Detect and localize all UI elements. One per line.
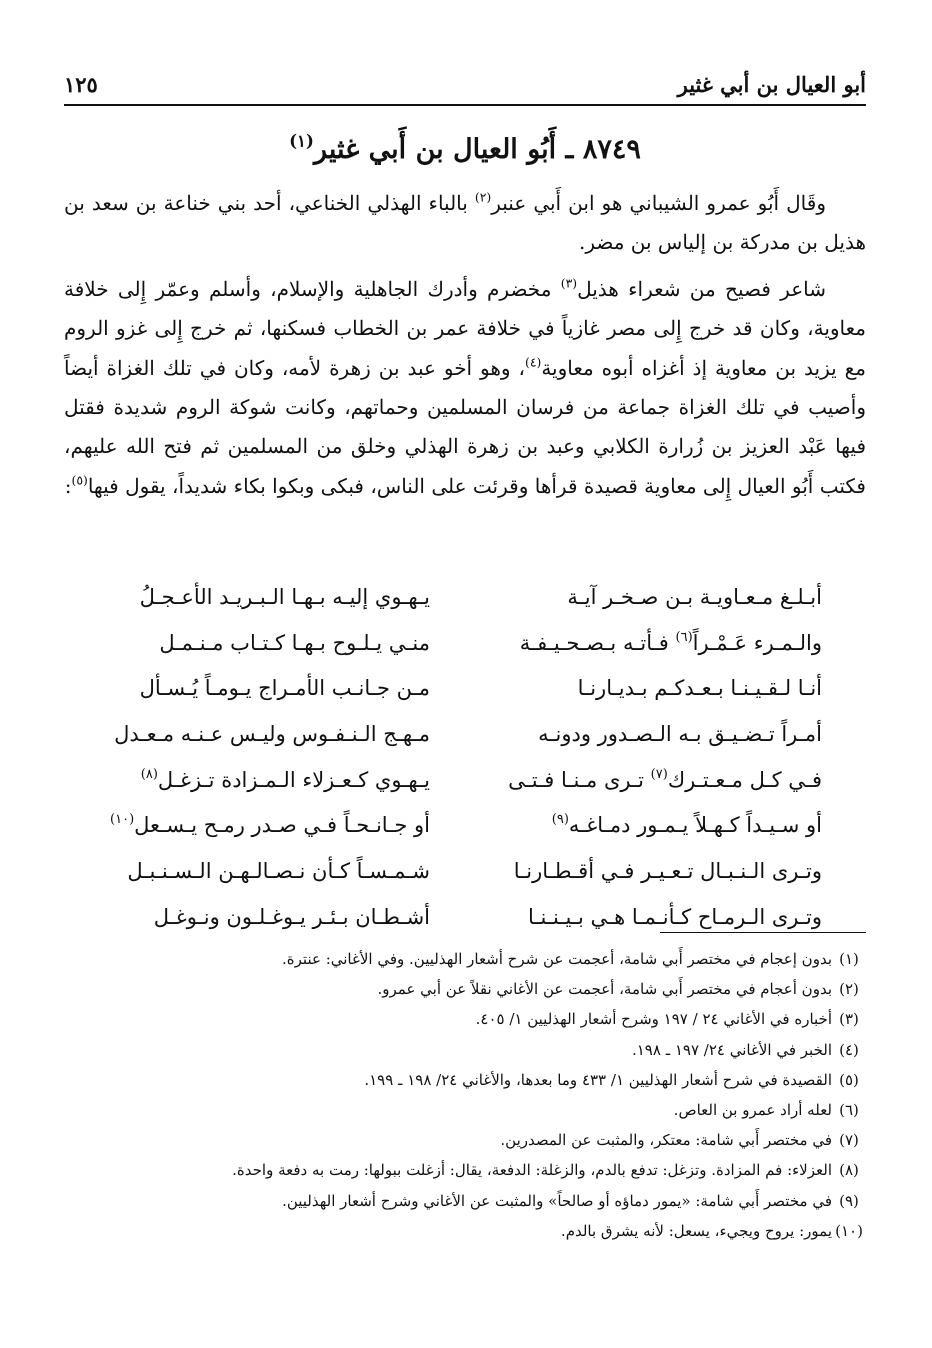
paragraph-text: مخضرم وأدرك الجاهلية والإسلام، وأسلم وعمّر إِلى خلافة معاوية، وكان قد خرج إِلى مصر غازياً في خلافة عمر بن الخطاب فسكنها، ثم خرج إِلى غزو الروم مع يزيد بن معاوية إذ أغزاه أبوه معاوية: [64, 276, 866, 380]
hemistich-text: يـهـوي إليـه بـهـا الـبـريـد الأعـجـلُ: [139, 584, 430, 609]
footnote-number: (١): [839, 950, 859, 968]
paragraph-text: بالباء الهذلي الخناعي، أحد بني خناعة بن سعد بن هذيل بن مدركة بن إلياس بن مضر.: [64, 191, 866, 255]
poem-verse: [100, 757, 822, 803]
hemistich-text: أمـراً تـضـيـق بـه الـصـدور ودونـه: [538, 721, 822, 746]
footnote: [64, 1095, 866, 1125]
paragraph: [64, 184, 866, 263]
verse-second-hemistich: [100, 768, 430, 792]
footnotes: [64, 944, 866, 1246]
poem-verse: [100, 802, 822, 848]
footnote-marker: (٦): [675, 629, 693, 645]
hemistich-text: أنـا لـقـيـنـا بـعـدكـم بـديـارنـا: [577, 676, 822, 701]
footnote-marker: (٨): [140, 766, 158, 782]
hemistich-text: مـن جـانـب الأمـراج يـومـاً يُـسـأل: [139, 676, 430, 701]
footnote-text: يمور: يروح ويجيء، يسعل: لأنه يشرق بالدم.: [560, 1221, 832, 1240]
poem-verse: [100, 574, 822, 620]
verse-first-hemistich: [492, 768, 822, 792]
paragraph-text: :: [64, 473, 72, 498]
hemistich-text: أو سـيـداً كـهـلاً يـمـور دمـاغـه: [568, 813, 822, 838]
footnote-marker: (٥): [71, 472, 88, 488]
verse-first-hemistich: [492, 859, 822, 883]
poem-verse: [100, 620, 822, 666]
hemistich-text: أبـلـغ مـعـاويـة بـن صـخـر آيـة: [567, 584, 822, 609]
footnote: [64, 1004, 866, 1034]
verse-first-hemistich: [492, 722, 822, 746]
hemistich-text: شـمـسـاً كـأن نـصـالـهـن الـسـنـبـل: [127, 858, 430, 883]
footnote-marker: (٧): [650, 766, 668, 782]
verse-first-hemistich: [492, 631, 822, 655]
footnote-marker: (١٠): [110, 812, 135, 828]
poem: [100, 574, 822, 940]
hemistich-text: مـهـج الـنـفـوس وليـس عـنـه مـعـدل: [114, 721, 430, 746]
footnote-text: القصيدة في شرح أشعار الهذليين ١/ ٤٣٣ وما بعدها، والأغاني ٢٤/ ١٩٨ ـ ١٩٩.: [364, 1070, 832, 1089]
footnote-number: (٦): [839, 1101, 859, 1120]
hemistich-text: فـأتـه بـصـحـيـفـة: [519, 630, 676, 655]
verse-first-hemistich: [492, 905, 822, 929]
hemistich-text: أشـطـان بـئـر يـوغـلـون ونـوغـل: [153, 904, 430, 929]
footnote-text: الخبر في الأغاني ٢٤/ ١٩٧ ـ ١٩٨.: [631, 1040, 832, 1059]
hemistich-text: يـهـوي كـعـزلاء الـمـزادة تـزغـل: [157, 767, 430, 792]
verse-second-hemistich: [100, 722, 430, 746]
footnote-text: أخباره في الأغاني ٢٤ / ١٩٧ وشرح أشعار الهذليين ١/ ٤٠٥.: [475, 1010, 832, 1029]
footnote-marker: (١): [289, 130, 314, 151]
footnote-number: (٧): [839, 1131, 859, 1150]
verse-second-hemistich: [100, 813, 430, 837]
verse-second-hemistich: [100, 631, 430, 655]
footnote-number: (٨): [839, 1161, 859, 1180]
footnote-text: في مختصر أَبي شامة: «يمور دماؤه أو صالحاً» والمثبت عن الأغاني وشرح أشعار الهذليين.: [282, 1191, 832, 1210]
footnote-number: (٩): [839, 1191, 859, 1210]
footnote-text: العزلاء: فم المزادة. وتزغل: تدفع بالدم، والزغلة: الدفعة، يقال: أزغلت ببولها: رمت به دفعة واحدة.: [232, 1161, 832, 1180]
footnote: [64, 1186, 866, 1216]
poem-verse: [100, 665, 822, 711]
hemistich-text: أو جـانـحـاً فـي صـدر رمـح يـسـعل: [134, 813, 430, 838]
page-number: ١٢٥: [64, 71, 98, 97]
footnote: [64, 1125, 866, 1155]
footnote-text: في مختصر أَبي شامة: معتكر، والمثبت عن المصدرين.: [500, 1131, 832, 1150]
footnote: [64, 944, 866, 974]
footnote-marker: (٩): [551, 812, 569, 828]
footnote-marker: (٣): [560, 275, 578, 291]
hemistich-text: والـمـرء عَـمْـراً: [692, 630, 822, 655]
poem-verse: [100, 711, 822, 757]
footnote-marker: (٤): [524, 353, 542, 369]
footnote-number: (٣): [839, 1010, 859, 1029]
footnote: [64, 1035, 866, 1065]
poem-verse: [100, 848, 822, 894]
header-rule: [64, 104, 866, 106]
footnote-text: بدون إعجام في مختصر أَبي شامة، أعجمت عن شرح أشعار الهذليين. وفي الأغاني: عنترة.: [282, 950, 832, 968]
body-text: [64, 184, 866, 506]
verse-second-hemistich: [100, 676, 430, 700]
paragraph-text: وقَال أَبُو عمرو الشيباني هو ابن أَبي عنبر: [491, 191, 826, 215]
verse-second-hemistich: [100, 905, 430, 929]
footnote: [64, 974, 866, 1004]
footnote-text: بدون أعجام في مختصر أَبي شامة، أعجمت عن الأغاني نقلاً عن أبي عمرو.: [377, 980, 832, 999]
footnote: [64, 1065, 866, 1095]
footnote-text: لعله أراد عمرو بن العاص.: [673, 1101, 832, 1120]
paragraph-text: ، وهو أخو عبد بن زهرة لأمه، وكان في تلك الغزاة أيضاً وأصيب في تلك الغزاة جماعة من فرسان المسلمين وحماتهم، وكانت شوكة الروم شديدة فقتل فيها عَبْد العزيز بن زُرارة الكلابي وعبد بن زهرة الهذلي وخلق من المسلمين ثم فتح الله عليهم، فكتب أَبُو العيال إِلى معاوية قصيدة قرأها وقرئت على الناس، فبكى وبكوا بكاء شديداً، يقول فيها: [64, 355, 866, 498]
running-head-title: أبو العيال بن أبي غثير: [677, 71, 866, 97]
footnote-marker: (٢): [474, 189, 492, 205]
footnote-number: (٥): [839, 1070, 859, 1089]
hemistich-text: منـي يـلـوح بـهـا كـتـاب مـنـمـل: [159, 630, 430, 655]
hemistich-text: تـرى مـنـا فـتـى: [508, 767, 651, 792]
running-head: [64, 66, 866, 102]
verse-first-hemistich: [492, 585, 822, 609]
entry-title: [64, 128, 866, 172]
hemistich-text: وتـرى الـنـبـال تـعـيـر فـي أقـطـارنـا: [513, 858, 822, 883]
hemistich-text: وتـرى الـرمـاح كـأنـمـا هـي بـيـنـنـا: [527, 904, 822, 929]
entry-title-text: ٨٧٤٩ ـ أَبُو العيال بن أَبي غثير: [313, 134, 641, 165]
hemistich-text: فـي كـل مـعـتـرك: [667, 767, 822, 792]
verse-second-hemistich: [100, 585, 430, 609]
verse-first-hemistich: [492, 676, 822, 700]
paragraph: [64, 270, 866, 506]
footnote: [64, 1216, 866, 1246]
footnote-number: (١٠): [835, 1221, 863, 1240]
footnote: [64, 1155, 866, 1185]
verse-second-hemistich: [100, 859, 430, 883]
footnote-rule: [660, 932, 866, 933]
verse-first-hemistich: [492, 813, 822, 837]
footnote-number: (٢): [839, 980, 859, 999]
paragraph-text: شاعر فصيح من شعراء هذيل: [577, 276, 826, 301]
footnote-number: (٤): [839, 1040, 859, 1059]
